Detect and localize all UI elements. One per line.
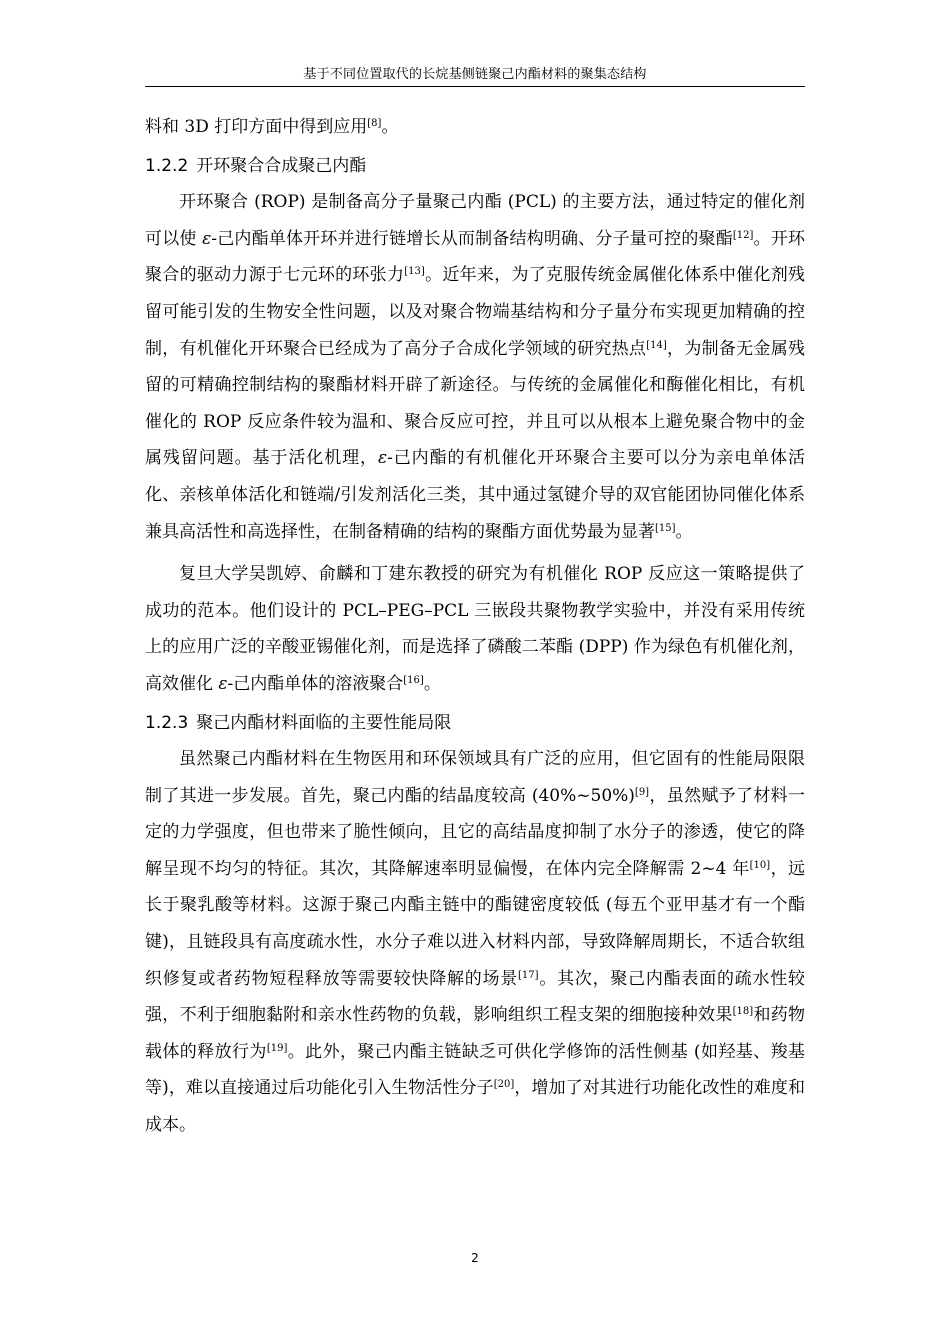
- epsilon-symbol: ε: [202, 228, 212, 249]
- paragraph-continuation: 料和 3D 打印方面中得到应用[8]。: [145, 117, 399, 137]
- section-title: 聚己内酯材料面临的主要性能局限: [196, 712, 452, 733]
- running-header: 基于不同位置取代的长烷基侧链聚己内酯材料的聚集态结构: [303, 67, 647, 82]
- page-number: 2: [471, 1251, 479, 1265]
- citation: [9]: [634, 786, 650, 798]
- citation: [19]: [266, 1042, 288, 1054]
- paragraph-limitations: 虽然聚己内酯材料在生物医用和环保领域具有广泛的应用，但它固有的性能局限限制了其进一步发展。首先，聚己内酯的结晶度较高 (40%~50%)[9]，虽然赋予了材料一定的力学强度，但也带来了脆性倾向，且它的高结晶度抑制了水分子的渗透，使它的降解呈现不均匀的特征。其次，其降解速率明显偏慢，在体内完全降解需 2~4 年[10]，远长于聚乳酸等材料。这源于聚己内酯主链中的酯键密度较低 (每五个亚甲基才有一个酯键)，且链段具有高度疏水性，水分子难以进入材料内部，导致降解周期长，不适合软组织修复或者药物短程释放等需要较快降解的场景[17]。其次，聚己内酯表面的疏水性较强，不利于细胞黏附和亲水性药物的负载，影响组织工程支架的细胞接种效果[18]和药物载体的释放行为[19]。此外，聚己内酯主链缺乏可供化学修饰的活性侧基 (如羟基、羧基等)，难以直接通过后功能化引入生物活性分子[20]，增加了对其进行功能化改性的难度和成本。: [145, 749, 806, 1136]
- header-rule: [145, 86, 805, 87]
- citation: [15]: [655, 522, 676, 534]
- section-number: 1.2.3: [145, 712, 189, 733]
- citation: [18]: [732, 1006, 754, 1018]
- section-number: 1.2.2: [145, 155, 189, 176]
- epsilon-symbol: ε: [218, 673, 228, 694]
- page-body: [145, 109, 805, 1144]
- citation: [12]: [732, 229, 754, 241]
- epsilon-symbol: ε: [377, 448, 388, 469]
- citation: [20]: [493, 1079, 515, 1091]
- citation: [10]: [749, 859, 771, 871]
- section-title: 开环聚合合成聚己内酯: [196, 155, 367, 176]
- citation: [14]: [646, 339, 667, 351]
- citation: [17]: [518, 969, 539, 981]
- paragraph-fudan-example: 复旦大学吴凯婷、俞麟和丁建东教授的研究为有机催化 ROP 反应这一策略提供了成功的范本。他们设计的 PCL–PEG–PCL 三嵌段共聚物教学实验中，并没有采用传统上的应用广泛的辛酸亚锡催化剂，而是选择了磷酸二苯酯 (DPP) 作为绿色有机催化剂，高效催化 ε-己内酯单体的溶液聚合[16]。: [145, 564, 805, 694]
- section-heading-1-2-3: [145, 705, 805, 742]
- citation: [8]: [367, 118, 382, 129]
- citation: [13]: [404, 266, 425, 278]
- citation: [16]: [403, 674, 424, 686]
- paragraph-rop: 开环聚合 (ROP) 是制备高分子量聚己内酯 (PCL) 的主要方法，通过特定的催化剂可以使 ε-己内酯单体开环并进行链增长从而制备结构明确、分子量可控的聚酯[12]。开环聚合的驱动力源于七元环的环张力[13]。近年来，为了克服传统金属催化体系中催化剂残留可能引发的生物安全性问题，以及对聚合物端基结构和分子量分布实现更加精确的控制，有机催化开环聚合已经成为了高分子合成化学领域的研究热点[14]，为制备无金属残留的可精确控制结构的聚酯材料开辟了新途径。与传统的金属催化和酶催化相比，有机催化的 ROP 反应条件较为温和、聚合反应可控，并且可以从根本上避免聚合物中的金属残留问题。基于活化机理，ε-己内酯的有机催化开环聚合主要可以分为亲电单体活化、亲核单体活化和链端/引发剂活化三类，其中通过氢键介导的双官能团协同催化体系兼具高活性和高选择性，在制备精确的结构的聚酯方面优势最为显著[15]。: [145, 192, 806, 542]
- section-heading-1-2-2: [145, 148, 805, 185]
